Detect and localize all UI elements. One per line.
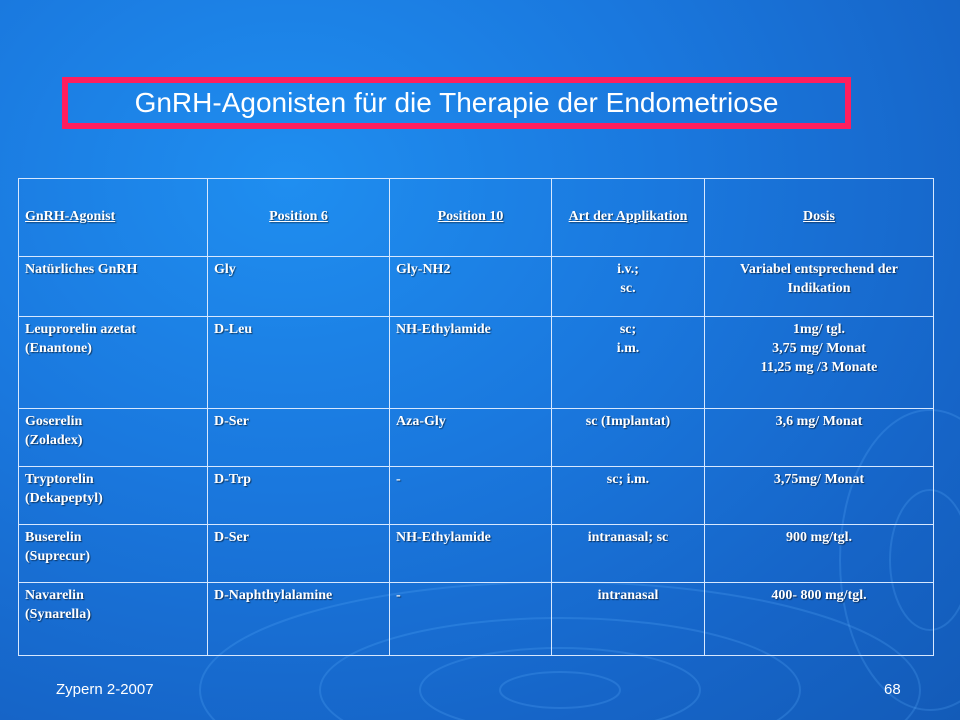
table-row: [19, 317, 934, 409]
table-cell: i.v.; sc.: [552, 257, 705, 317]
table-cell: NH-Ethylamide: [390, 525, 552, 583]
table-cell: -: [390, 467, 552, 525]
table-cell: Navarelin (Synarella): [19, 583, 208, 656]
table-cell: D-Naphthylalamine: [208, 583, 390, 656]
column-header: GnRH-Agonist: [19, 179, 208, 257]
table-cell: D-Leu: [208, 317, 390, 409]
table-row: [19, 257, 934, 317]
table-row: [19, 525, 934, 583]
table-cell: Leuprorelin azetat (Enantone): [19, 317, 208, 409]
table-body: [19, 257, 934, 656]
slide-title: GnRH-Agonisten für die Therapie der Endometriose: [134, 87, 779, 118]
table-cell: NH-Ethylamide: [390, 317, 552, 409]
table-cell: Tryptorelin (Dekapeptyl): [19, 467, 208, 525]
table-cell: Aza-Gly: [390, 409, 552, 467]
table-cell: Natürliches GnRH: [19, 257, 208, 317]
table-cell: Gly-NH2: [390, 257, 552, 317]
table-row: [19, 467, 934, 525]
table-cell: sc; i.m.: [552, 467, 705, 525]
table-cell: 1mg/ tgl. 3,75 mg/ Monat 11,25 mg /3 Monate: [705, 317, 934, 409]
column-header: Position 6: [208, 179, 390, 257]
table-cell: D-Trp: [208, 467, 390, 525]
table-cell: 3,6 mg/ Monat: [705, 409, 934, 467]
table-cell: -: [390, 583, 552, 656]
title-frame: [62, 77, 851, 129]
table-cell: intranasal: [552, 583, 705, 656]
table-cell: intranasal; sc: [552, 525, 705, 583]
column-header: Dosis: [705, 179, 934, 257]
gnrh-agonist-table: [18, 178, 934, 656]
table-cell: D-Ser: [208, 525, 390, 583]
table-row: [19, 409, 934, 467]
table-cell: Gly: [208, 257, 390, 317]
table-cell: sc; i.m.: [552, 317, 705, 409]
table-cell: Variabel entsprechend der Indikation: [705, 257, 934, 317]
table-header-row: [19, 179, 934, 257]
column-header: Art der Applikation: [552, 179, 705, 257]
table-row: [19, 583, 934, 656]
column-header: Position 10: [390, 179, 552, 257]
table-cell: 900 mg/tgl.: [705, 525, 934, 583]
table-cell: 400- 800 mg/tgl.: [705, 583, 934, 656]
footer-event-label: Zypern 2-2007: [56, 681, 154, 698]
table-cell: Buserelin (Suprecur): [19, 525, 208, 583]
table-cell: sc (Implantat): [552, 409, 705, 467]
table-cell: Goserelin (Zoladex): [19, 409, 208, 467]
slide-number: 68: [884, 681, 901, 698]
table-cell: D-Ser: [208, 409, 390, 467]
table-cell: 3,75mg/ Monat: [705, 467, 934, 525]
